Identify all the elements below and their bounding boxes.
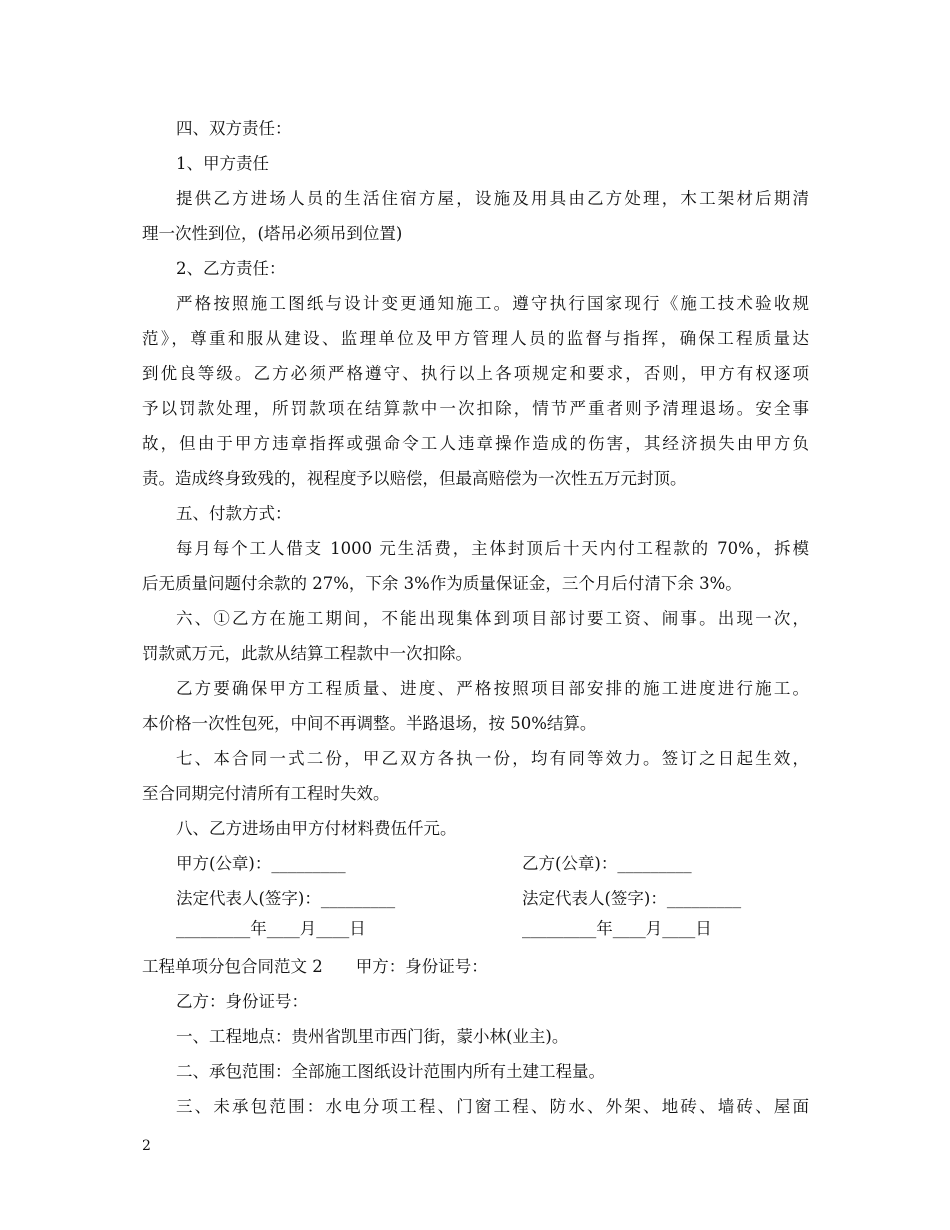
next-contract-title: 工程单项分包合同范文 2 甲方：身份证号： bbox=[142, 957, 488, 976]
party-a-seal-field: 甲方(公章)：_________ bbox=[176, 854, 346, 873]
paragraph-line: 本价格一次性包死，中间不再调整。半路退场，按 50%结算。 bbox=[142, 714, 597, 733]
party-b-responsibility-heading: 2、乙方责任： bbox=[176, 259, 286, 278]
paragraph-line: 严格按照施工图纸与设计变更通知施工。遵守执行国家现行《施工技术验收规 bbox=[176, 294, 809, 313]
paragraph-line: 提供乙方进场人员的生活住宿方屋，设施及用具由乙方处理，木工架材后期清 bbox=[176, 189, 809, 208]
paragraph-line: 七、本合同一式二份，甲乙双方各执一份，均有同等效力。签订之日起生效， bbox=[176, 749, 809, 768]
paragraph-line: 乙方要确保甲方工程质量、进度、严格按照项目部安排的施工进度进行施工。 bbox=[176, 679, 809, 698]
section-heading-responsibilities: 四、双方责任： bbox=[176, 119, 292, 138]
party-b-date-field: _________年____月____日 bbox=[522, 919, 712, 938]
paragraph-line: 罚款贰万元，此款从结算工程款中一次扣除。 bbox=[142, 644, 472, 663]
party-a-representative-field: 法定代表人(签字)：_________ bbox=[176, 889, 396, 908]
paragraph-line: 到优良等级。乙方必须严格遵守、执行以上各项规定和要求，否则，甲方有权逐项 bbox=[142, 364, 809, 383]
party-a-responsibility-heading: 1、甲方责任 bbox=[176, 154, 269, 173]
party-b-seal-field: 乙方(公章)：_________ bbox=[522, 854, 692, 873]
party-a-date-field: _________年____月____日 bbox=[176, 919, 366, 938]
page-number: 2 bbox=[142, 1138, 151, 1154]
party-b-representative-field: 法定代表人(签字)：_________ bbox=[522, 889, 742, 908]
paragraph-line: 责。造成终身致残的，视程度予以赔偿，但最高赔偿为一次性五万元封顶。 bbox=[142, 469, 687, 488]
next-contract-scope: 二、承包范围：全部施工图纸设计范围内所有土建工程量。 bbox=[176, 1062, 605, 1081]
section-heading-payment: 五、付款方式： bbox=[176, 504, 292, 523]
paragraph-line: 至合同期完付清所有工程时失效。 bbox=[142, 784, 390, 803]
next-contract-location: 一、工程地点：贵州省凯里市西门街，蒙小林(业主)。 bbox=[176, 1027, 569, 1046]
paragraph-line: 六、①乙方在施工期间，不能出现集体到项目部讨要工资、闹事。出现一次， bbox=[176, 609, 809, 628]
paragraph-line: 予以罚款处理，所罚款项在结算款中一次扣除，情节严重者则予清理退场。安全事 bbox=[142, 399, 809, 418]
paragraph-line: 每月每个工人借支 1000 元生活费，主体封顶后十天内付工程款的 70%，拆模 bbox=[176, 539, 809, 558]
next-contract-party-b: 乙方：身份证号： bbox=[176, 992, 308, 1011]
paragraph-line: 后无质量问题付余款的 27%，下余 3%作为质量保证金，三个月后付清下余 3%。 bbox=[142, 574, 742, 593]
section-heading-material-fee: 八、乙方进场由甲方付材料费伍仟元。 bbox=[176, 819, 457, 838]
paragraph-line: 范》，尊重和服从建设、监理单位及甲方管理人员的监督与指挥，确保工程质量达 bbox=[142, 329, 809, 348]
next-contract-excluded-scope: 三、未承包范围：水电分项工程、门窗工程、防水、外架、地砖、墙砖、屋面 bbox=[176, 1097, 809, 1116]
paragraph-line: 理一次性到位，(塔吊必须吊到位置) bbox=[142, 224, 403, 243]
paragraph-line: 故，但由于甲方违章指挥或强命令工人违章操作造成的伤害，其经济损失由甲方负 bbox=[142, 434, 809, 453]
